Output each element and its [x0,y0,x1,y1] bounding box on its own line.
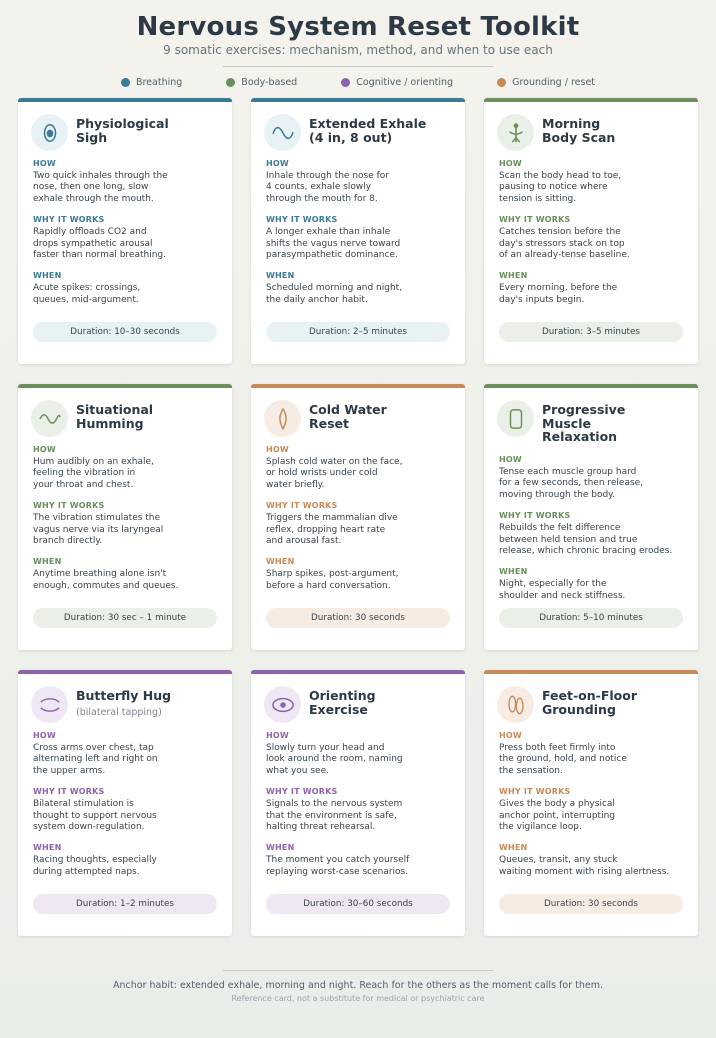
why-label: WHY IT WORKS [33,501,105,511]
when-text: Scheduled morning and night, the daily anchor habit. [266,283,403,305]
exercise-card [18,670,232,936]
hug-icon [31,686,68,723]
footer-text: Anchor habit: extended exhale, morning and night. Reach for the others as the moment calls for them. [113,980,603,991]
card-title-text: Morning Body Scan [542,116,616,145]
card-title-text: Cold Water Reset [309,402,387,431]
when-text: Queues, transit, any stuck waiting moment with rising alertness. [499,855,670,877]
page-title: Nervous System Reset Toolkit [136,12,580,42]
when-label: WHEN [33,271,62,281]
when-label: WHEN [33,843,62,853]
why-label: WHY IT WORKS [33,215,105,225]
how-text: Inhale through the nose for 4 counts, exhale slowly through the mouth for 8. [266,171,390,204]
when-label: WHEN [499,271,528,281]
how-text: Scan the body head to toe, pausing to notice where tension is sitting. [499,171,622,204]
how-label: HOW [499,159,522,168]
how-text: Press both feet firmly into the ground, hold, and notice the sensation. [499,743,627,776]
card-title-text: Situational Humming [76,402,154,431]
card-subtitle: (bilateral tapping) [76,706,162,718]
how-label: HOW [266,445,289,454]
when-label: WHEN [266,557,295,567]
when-label: WHEN [499,567,528,577]
why-text: Triggers the mammalian dive reflex, dropping heart rate and arousal fast. [266,513,398,547]
why-label: WHY IT WORKS [33,787,105,797]
legend-item-cognitive [341,77,453,88]
card-sections [33,731,223,888]
legend-label: Grounding / reset [512,77,596,88]
why-label: WHY IT WORKS [499,787,571,797]
when-text: The moment you catch yourself replaying worst-case scenarios. [266,855,410,877]
why-text: Catches tension before the day's stressors stack on top of an already-tense baseline. [499,227,630,261]
hum-wave-icon [31,400,68,437]
duration-badge: Duration: 30 sec – 1 minute [33,608,217,628]
square-icon [497,400,534,437]
water-drop-icon [264,400,301,437]
why-text: Signals to the nervous system that the environment is safe, halting threat rehearsal. [266,799,403,833]
when-text: Every morning, before the day's inputs begin. [499,283,618,305]
card-title-text: Feet-on-Floor Grounding [542,688,637,717]
when-label: WHEN [33,557,62,567]
duration-badge: Duration: 1–2 minutes [33,894,217,914]
how-label: HOW [33,159,56,168]
when-label: WHEN [499,843,528,853]
why-text: Rebuilds the felt difference between held tension and true release, which chronic bracing erodes. [499,523,673,557]
when-text: Racing thoughts, especially during attempted naps. [33,855,157,877]
how-label: HOW [499,731,522,740]
how-text: Cross arms over chest, tap alternating left and right on the upper arms. [33,743,158,776]
legend-dot-icon [121,78,130,87]
how-text: Slowly turn your head and look around the room, naming what you see. [266,743,403,776]
card-title [309,403,459,430]
card-title [542,689,692,716]
footer-note: Reference card, not a substitute for medical or psychiatric care [231,994,485,1003]
how-label: HOW [266,159,289,168]
legend-label: Body-based [241,77,298,88]
why-text: Bilateral stimulation is thought to support nervous system down-regulation. [33,799,157,833]
card-title-text: Extended Exhale (4 in, 8 out) [309,116,427,145]
duration-badge: Duration: 10–30 seconds [33,322,217,342]
legend-label: Cognitive / orienting [356,77,454,88]
card-title [76,403,226,430]
card-sections [33,445,223,602]
card-title [542,117,692,144]
duration-badge: Duration: 5–10 minutes [499,608,683,628]
why-text: The vibration stimulates the vagus nerve via its laryngeal branch directly. [33,513,164,547]
card-title-text: Progressive Muscle Relaxation [542,402,626,444]
when-text: Night, especially for the shoulder and neck stiffness. [499,579,626,601]
card-title [542,403,692,444]
when-text: Acute spikes: crossings, queues, mid-argument. [33,283,141,305]
exercise-card [251,670,465,936]
exercise-card [484,384,698,650]
why-text: Rapidly offloads CO2 and drops sympathetic arousal faster than normal breathing. [33,227,166,261]
top-divider [223,66,493,67]
exercise-card [18,384,232,650]
wave-icon [264,114,301,151]
card-title [309,689,459,716]
card-sections [266,159,456,316]
card-sections [266,731,456,888]
duration-badge: Duration: 30 seconds [266,608,450,628]
why-text: A longer exhale than inhale shifts the vagus nerve toward parasympathetic dominance. [266,227,401,261]
body-icon [497,114,534,151]
legend-dot-icon [341,78,350,87]
exercise-card [251,384,465,650]
duration-badge: Duration: 3–5 minutes [499,322,683,342]
when-text: Anytime breathing alone isn't enough, commutes and queues. [33,569,179,591]
how-text: Two quick inhales through the nose, then one long, slow exhale through the mouth. [33,171,168,204]
legend-item-grounding [497,77,595,88]
feet-icon [497,686,534,723]
duration-badge: Duration: 30–60 seconds [266,894,450,914]
legend-dot-icon [497,78,506,87]
card-title-text: Orienting Exercise [309,688,376,717]
when-text: Sharp spikes, post-argument, before a hard conversation. [266,569,399,591]
duration-badge: Duration: 2–5 minutes [266,322,450,342]
lung-icon [31,114,68,151]
how-text: Hum audibly on an exhale, feeling the vibration in your throat and chest. [33,457,154,490]
when-label: WHEN [266,271,295,281]
legend-dot-icon [226,78,235,87]
exercise-card [18,98,232,364]
exercise-card [484,670,698,936]
why-label: WHY IT WORKS [266,215,338,225]
how-label: HOW [499,455,522,464]
legend-label: Breathing [135,77,183,88]
why-label: WHY IT WORKS [266,787,338,797]
card-sections [499,731,689,888]
card-title-text: Butterfly Hug [76,688,172,703]
legend-item-body [226,77,297,88]
card-sections [266,445,456,602]
why-label: WHY IT WORKS [499,215,571,225]
why-label: WHY IT WORKS [499,511,571,521]
card-sections [499,455,689,612]
duration-badge: Duration: 30 seconds [499,894,683,914]
page-subtitle: 9 somatic exercises: mechanism, method, and when to use each [163,43,553,57]
how-label: HOW [33,445,56,454]
how-text: Splash cold water on the face, or hold wrists under cold water briefly. [266,457,403,490]
legend [0,77,716,88]
bottom-divider [223,970,493,971]
card-title [76,117,226,144]
legend-item-breathing [121,77,182,88]
card-title-text: Physiological Sigh [76,116,169,145]
exercise-card [484,98,698,364]
why-text: Gives the body a physical anchor point, interrupting the vigilance loop. [499,799,615,833]
card-title [76,689,226,719]
how-text: Tense each muscle group hard for a few seconds, then release, moving through the body. [499,467,644,500]
card-title [309,117,459,144]
card-sections [499,159,689,316]
exercise-card [251,98,465,364]
eye-icon [264,686,301,723]
how-label: HOW [266,731,289,740]
when-label: WHEN [266,843,295,853]
card-sections [33,159,223,316]
why-label: WHY IT WORKS [266,501,338,511]
how-label: HOW [33,731,56,740]
